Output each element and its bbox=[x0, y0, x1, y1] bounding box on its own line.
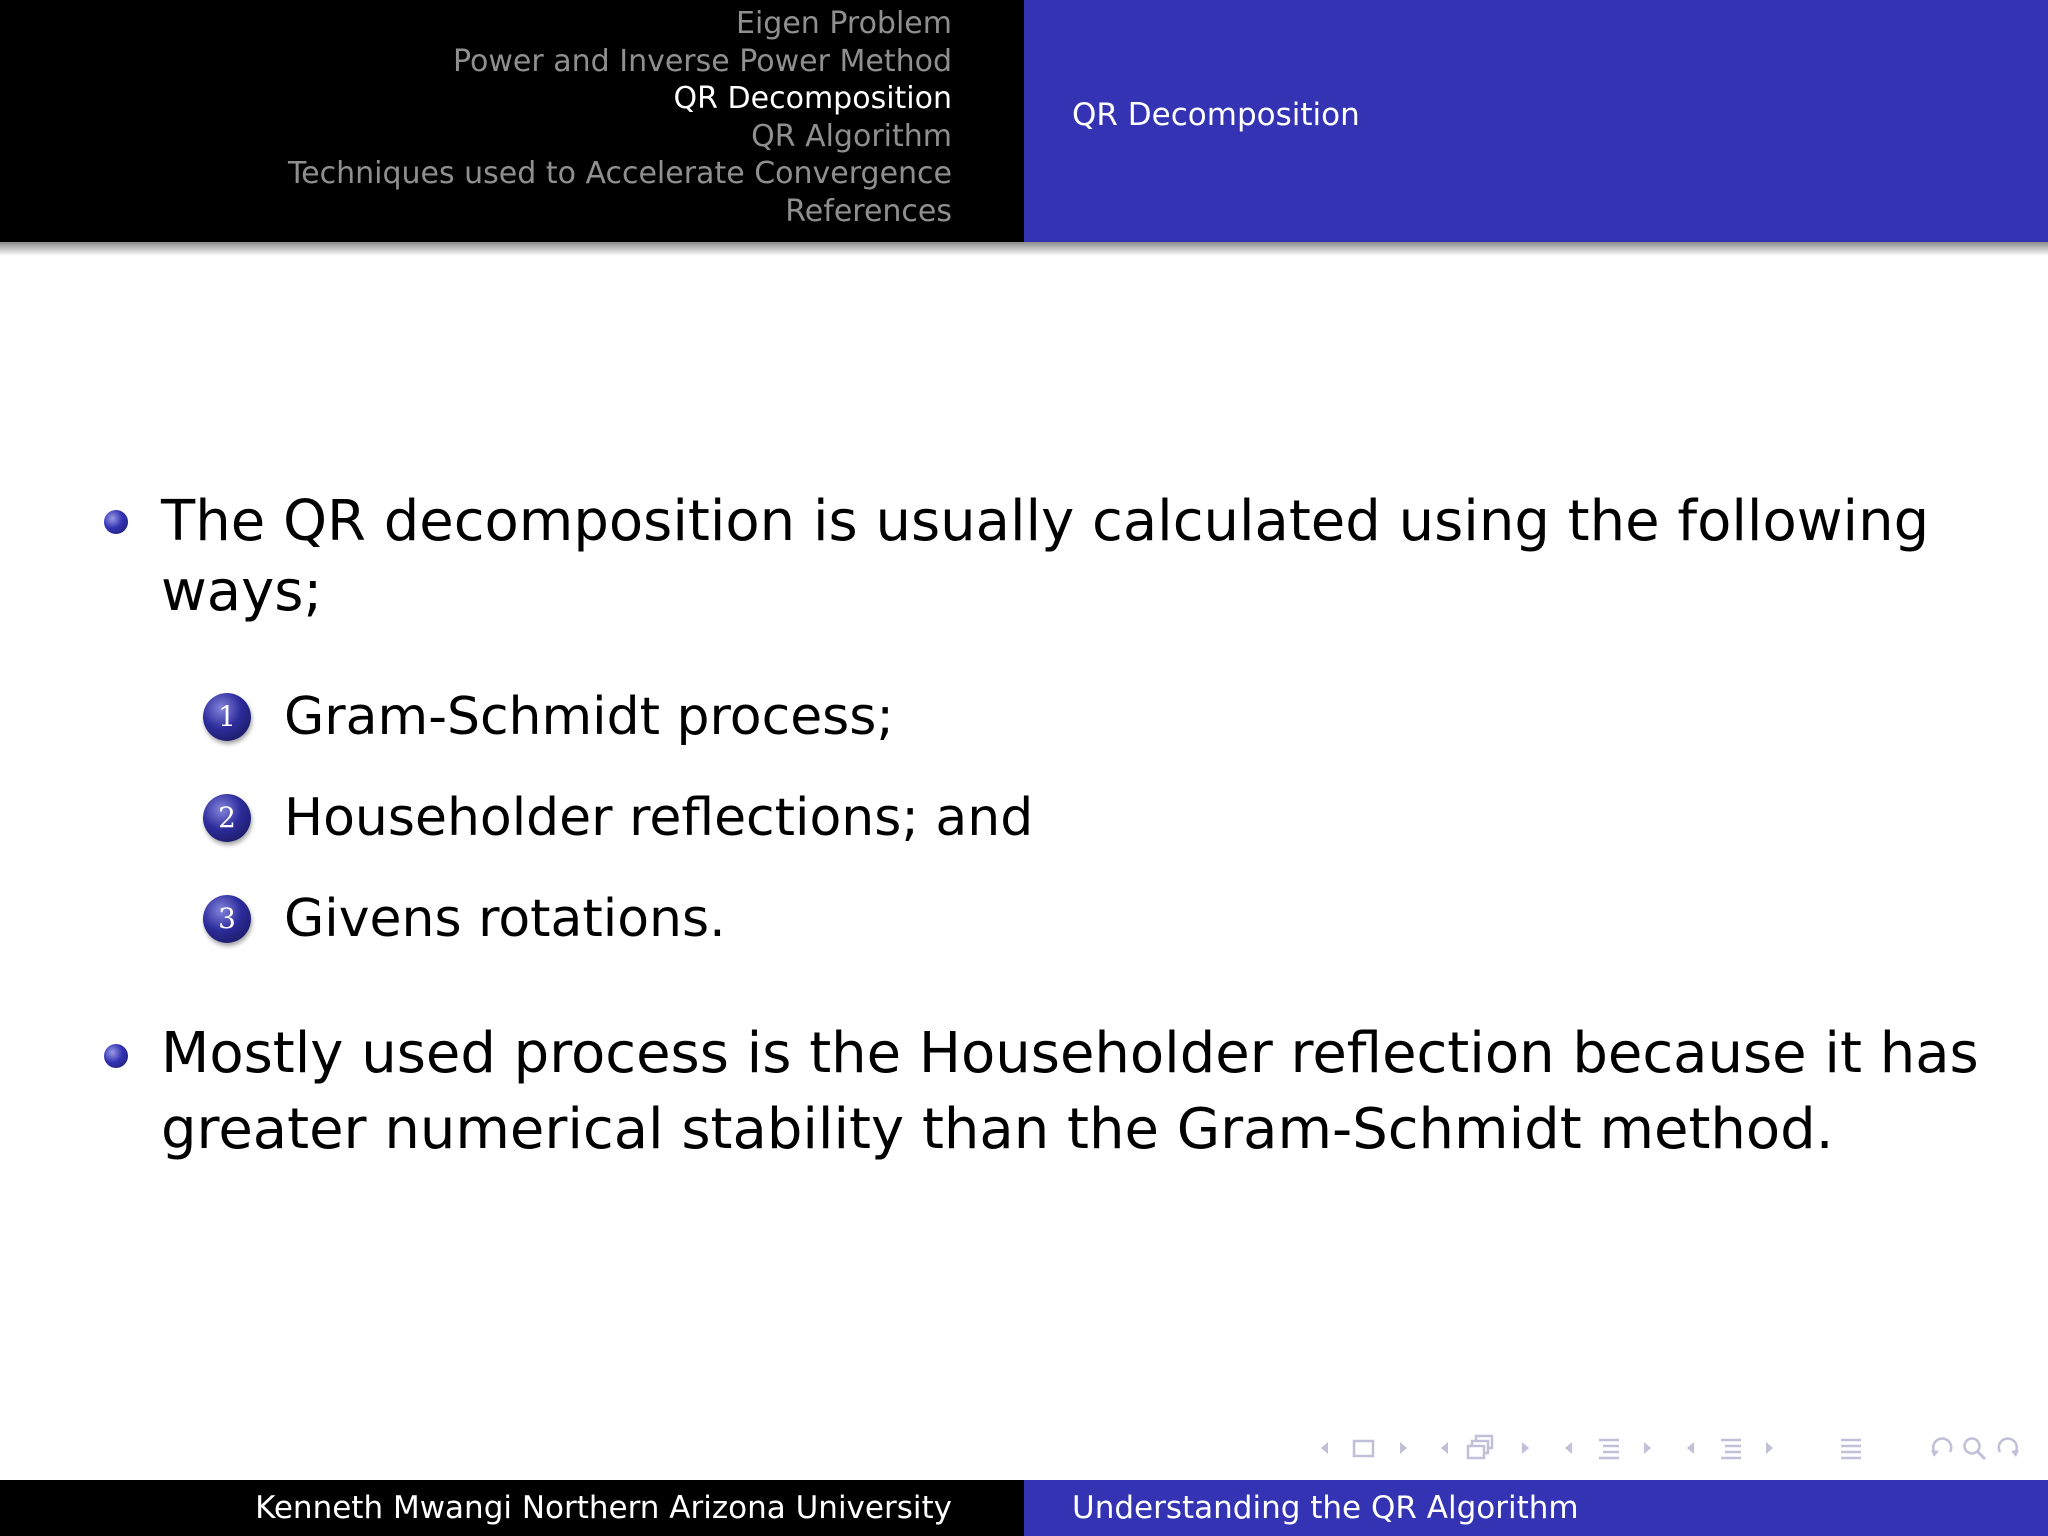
next-frame-icon[interactable] bbox=[1396, 1432, 1410, 1464]
document-icon[interactable] bbox=[1718, 1432, 1744, 1464]
nav-item-power-method[interactable]: Power and Inverse Power Method bbox=[453, 43, 952, 79]
search-icon[interactable] bbox=[1960, 1432, 1990, 1464]
next-document-icon[interactable] bbox=[1762, 1432, 1776, 1464]
enum-number-2: 2 bbox=[203, 794, 251, 842]
nav-item-qr-algorithm[interactable]: QR Algorithm bbox=[751, 118, 952, 154]
prev-section-icon[interactable] bbox=[1562, 1432, 1576, 1464]
bullet-1-line-1: The QR decomposition is usually calculated using the following bbox=[161, 489, 1930, 554]
bullet-2-line-2: greater numerical stability than the Gram-Schmidt method. bbox=[161, 1097, 1834, 1162]
next-section-icon[interactable] bbox=[1640, 1432, 1654, 1464]
enum-item-2: Householder reflections; and bbox=[284, 788, 1034, 848]
footer-author: Kenneth Mwangi Northern Arizona University bbox=[0, 1480, 1024, 1536]
enum-number-3: 3 bbox=[203, 895, 251, 943]
nav-item-references[interactable]: References bbox=[785, 193, 952, 229]
bullet-dot bbox=[104, 1044, 128, 1068]
header-shadow bbox=[0, 242, 2048, 256]
slide-header bbox=[0, 0, 2048, 242]
bullet-2-line-1: Mostly used process is the Householder reflection because it has bbox=[161, 1021, 1979, 1086]
footer-title: Understanding the QR Algorithm bbox=[1024, 1480, 2048, 1536]
enum-number-1: 1 bbox=[203, 693, 251, 741]
section-title-bar bbox=[1024, 0, 2048, 242]
enum-item-1: Gram-Schmidt process; bbox=[284, 687, 894, 747]
back-icon[interactable] bbox=[1926, 1432, 1956, 1464]
bullet-1-line-2: ways; bbox=[161, 559, 323, 624]
prev-subsection-icon[interactable] bbox=[1438, 1432, 1452, 1464]
frame-icon[interactable] bbox=[1352, 1432, 1376, 1464]
subsection-icon[interactable] bbox=[1466, 1432, 1498, 1464]
section-navigation bbox=[0, 0, 1024, 242]
nav-item-qr-decomposition[interactable]: QR Decomposition bbox=[673, 81, 952, 117]
slide-footer bbox=[0, 1480, 2048, 1536]
nav-item-eigen-problem[interactable]: Eigen Problem bbox=[736, 6, 952, 41]
nav-item-accelerate-convergence[interactable]: Techniques used to Accelerate Convergence bbox=[287, 156, 952, 192]
prev-document-icon[interactable] bbox=[1684, 1432, 1698, 1464]
next-subsection-icon[interactable] bbox=[1518, 1432, 1532, 1464]
appendix-icon[interactable] bbox=[1838, 1432, 1864, 1464]
prev-frame-icon[interactable] bbox=[1318, 1432, 1332, 1464]
current-section-title[interactable]: QR Decomposition bbox=[1072, 97, 1360, 133]
enum-item-3: Givens rotations. bbox=[284, 889, 726, 949]
forward-icon[interactable] bbox=[1994, 1432, 2024, 1464]
bullet-dot bbox=[104, 510, 128, 534]
section-icon[interactable] bbox=[1596, 1432, 1622, 1464]
